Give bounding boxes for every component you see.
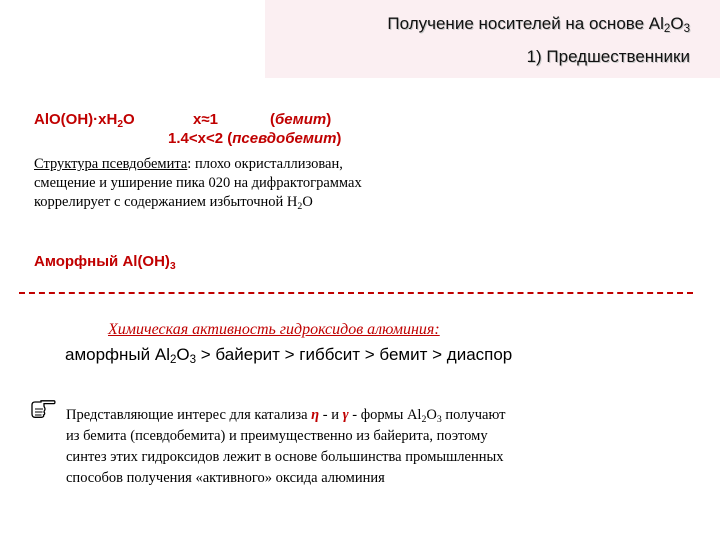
boehmite-x-value: x≈1 <box>193 111 218 128</box>
amorphous-hydroxide: Аморфный $Al(OH)_3$ <box>34 253 176 272</box>
pointing-hand-icon <box>30 400 56 418</box>
structure-label: Структура псевдобемита <box>34 156 188 172</box>
dashed-divider <box>19 292 693 294</box>
structure-description: Структура псевдобемита: плохо окристаллизован, смещение и уширение пика 020 на дифрактограммах коррелирует с содержанием избыточной $Н_2О$ <box>34 156 362 212</box>
eta-symbol: η <box>311 407 320 423</box>
catalysis-paragraph: Представляющие интерес для катализа η - и γ - формы $Al_2O_3$ получают из бемита (псевдобемита) и преимущественно из байерита, поэтому синтез этих гидроксидов лежит в основе большинства промышленных способов получения «активного» оксида алюминия <box>66 407 506 486</box>
gamma-symbol: γ <box>342 407 349 423</box>
pseudoboehmite-label: 1.4<x<2 (псевдобемит) <box>168 130 342 147</box>
boehmite-formula: $AlO(OH)\cdot xH_2O$ <box>34 111 135 130</box>
slide-title: Получение носителей на основе $Al_2O_3$ <box>387 14 690 36</box>
activity-heading: Химическая активность гидроксидов алюминия: <box>108 321 440 338</box>
slide-subtitle: 1) Предшественники <box>526 47 690 66</box>
boehmite-label: (бемит) <box>270 111 332 128</box>
activity-series: аморфный $Al_2O_3$ > байерит > гиббсит > бемит > диаспор <box>65 345 513 367</box>
